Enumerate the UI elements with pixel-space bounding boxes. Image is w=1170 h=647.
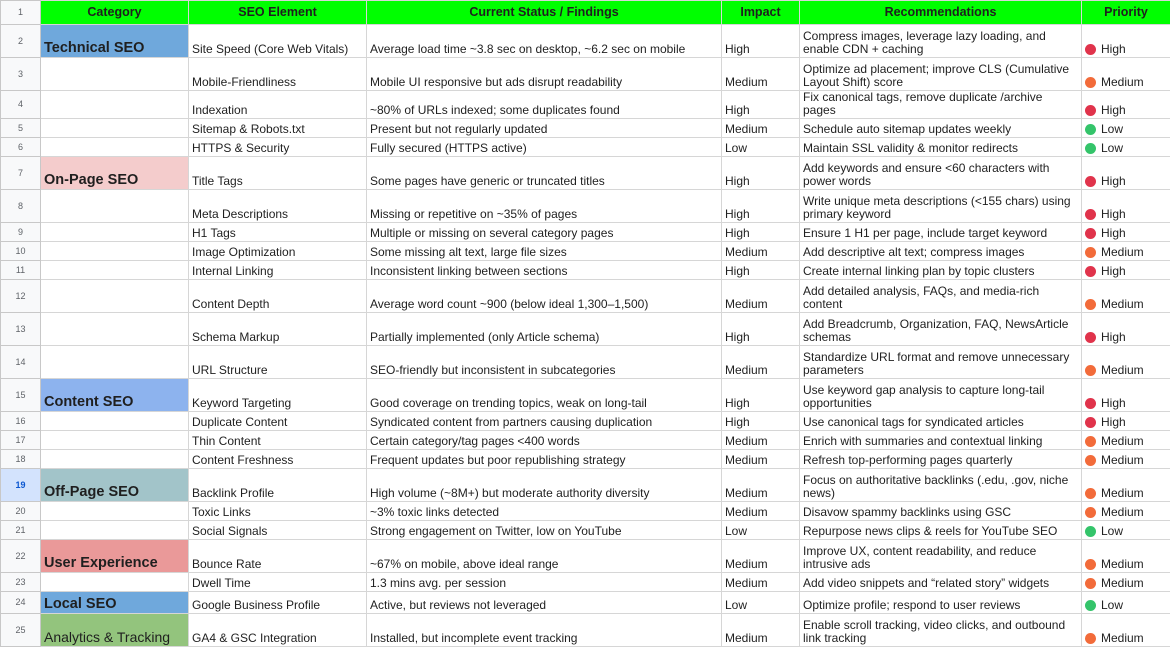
seo-element-cell[interactable]: Bounce Rate	[189, 540, 367, 573]
recommendation-cell[interactable]: Compress images, leverage lazy loading, and enable CDN + caching	[800, 25, 1082, 58]
priority-medium-dot-icon	[1085, 365, 1096, 376]
status-cell[interactable]: ~67% on mobile, above ideal range	[367, 540, 722, 573]
recommendation-cell[interactable]: Add Breadcrumb, Organization, FAQ, NewsArticle schemas	[800, 313, 1082, 346]
priority-medium-dot-icon	[1085, 488, 1096, 499]
impact-cell[interactable]: Medium	[722, 58, 800, 91]
table-row	[1, 450, 1170, 469]
priority-cell[interactable]	[1082, 573, 1170, 592]
recommendation-cell[interactable]: Maintain SSL validity & monitor redirects	[800, 138, 1082, 157]
row-number[interactable]: 9	[1, 223, 41, 242]
row-number[interactable]: 13	[1, 313, 41, 346]
impact-cell[interactable]: Medium	[722, 431, 800, 450]
row-number[interactable]: 22	[1, 540, 41, 573]
priority-label: Medium	[1101, 505, 1144, 519]
table-row	[1, 58, 1170, 91]
impact-cell[interactable]: Medium	[722, 502, 800, 521]
recommendation-cell[interactable]: Schedule auto sitemap updates weekly	[800, 119, 1082, 138]
row-number[interactable]: 5	[1, 119, 41, 138]
priority-high-dot-icon	[1085, 176, 1096, 187]
category-cell[interactable]	[41, 313, 189, 346]
row-number[interactable]: 25	[1, 614, 41, 647]
status-cell[interactable]: Good coverage on trending topics, weak on long-tail	[367, 379, 722, 412]
row-number[interactable]: 4	[1, 91, 41, 119]
impact-cell[interactable]: Low	[722, 521, 800, 540]
category-cell[interactable]	[41, 242, 189, 261]
recommendation-cell[interactable]: Add descriptive alt text; compress images	[800, 242, 1082, 261]
impact-cell[interactable]: High	[722, 379, 800, 412]
priority-low-dot-icon	[1085, 143, 1096, 154]
seo-element-cell[interactable]: Keyword Targeting	[189, 379, 367, 412]
priority-medium-dot-icon	[1085, 436, 1096, 447]
priority-label: Medium	[1101, 434, 1144, 448]
category-cell[interactable]	[41, 261, 189, 280]
seo-element-cell[interactable]: Duplicate Content	[189, 412, 367, 431]
recommendation-cell[interactable]: Add keywords and ensure <60 characters with power words	[800, 157, 1082, 190]
category-cell[interactable]: On-Page SEO	[41, 157, 189, 190]
seo-element-cell[interactable]: Content Depth	[189, 280, 367, 313]
priority-cell[interactable]	[1082, 431, 1170, 450]
header-status[interactable]: Current Status / Findings	[367, 1, 722, 25]
seo-element-cell[interactable]: Image Optimization	[189, 242, 367, 261]
priority-cell[interactable]	[1082, 346, 1170, 379]
header-recommendations[interactable]: Recommendations	[800, 1, 1082, 25]
priority-cell[interactable]	[1082, 521, 1170, 540]
impact-cell[interactable]: High	[722, 190, 800, 223]
impact-cell[interactable]: High	[722, 313, 800, 346]
seo-element-cell[interactable]: HTTPS & Security	[189, 138, 367, 157]
status-cell[interactable]: Inconsistent linking between sections	[367, 261, 722, 280]
row-number[interactable]: 19	[1, 469, 41, 502]
priority-label: Medium	[1101, 486, 1144, 500]
priority-label: Low	[1101, 524, 1123, 538]
status-cell[interactable]: Syndicated content from partners causing duplication	[367, 412, 722, 431]
status-cell[interactable]: Installed, but incomplete event tracking	[367, 614, 722, 647]
impact-cell[interactable]: Medium	[722, 119, 800, 138]
seo-element-cell[interactable]: H1 Tags	[189, 223, 367, 242]
priority-medium-dot-icon	[1085, 299, 1096, 310]
seo-element-cell[interactable]: Google Business Profile	[189, 592, 367, 614]
recommendation-cell[interactable]: Standardize URL format and remove unnecessary parameters	[800, 346, 1082, 379]
table-row	[1, 521, 1170, 540]
table-row	[1, 190, 1170, 223]
status-cell[interactable]: Missing or repetitive on ~35% of pages	[367, 190, 722, 223]
impact-cell[interactable]: Medium	[722, 540, 800, 573]
priority-cell[interactable]	[1082, 25, 1170, 58]
impact-cell[interactable]: Medium	[722, 280, 800, 313]
impact-cell[interactable]: High	[722, 91, 800, 119]
priority-label: Low	[1101, 141, 1123, 155]
status-cell[interactable]: Some missing alt text, large file sizes	[367, 242, 722, 261]
category-cell[interactable]: Content SEO	[41, 379, 189, 412]
priority-high-dot-icon	[1085, 105, 1096, 116]
table-row	[1, 157, 1170, 190]
recommendation-cell[interactable]: Write unique meta descriptions (<155 chars) using primary keyword	[800, 190, 1082, 223]
priority-cell[interactable]	[1082, 58, 1170, 91]
table-row	[1, 379, 1170, 412]
category-cell[interactable]	[41, 573, 189, 592]
row-number[interactable]: 17	[1, 431, 41, 450]
seo-element-cell[interactable]: URL Structure	[189, 346, 367, 379]
priority-label: High	[1101, 207, 1126, 221]
category-cell[interactable]	[41, 223, 189, 242]
seo-element-cell[interactable]: Title Tags	[189, 157, 367, 190]
priority-label: Medium	[1101, 576, 1144, 590]
header-category[interactable]: Category	[41, 1, 189, 25]
priority-label: Medium	[1101, 363, 1144, 377]
priority-cell[interactable]	[1082, 469, 1170, 502]
row-number[interactable]: 1	[1, 1, 41, 25]
impact-cell[interactable]: High	[722, 261, 800, 280]
category-cell[interactable]	[41, 280, 189, 313]
header-seo-element[interactable]: SEO Element	[189, 1, 367, 25]
priority-low-dot-icon	[1085, 600, 1096, 611]
priority-label: Low	[1101, 598, 1123, 612]
table-row	[1, 223, 1170, 242]
row-number[interactable]: 21	[1, 521, 41, 540]
recommendation-cell[interactable]: Fix canonical tags, remove duplicate /archive pages	[800, 91, 1082, 119]
priority-label: High	[1101, 174, 1126, 188]
recommendation-cell[interactable]: Optimize ad placement; improve CLS (Cumulative Layout Shift) score	[800, 58, 1082, 91]
priority-medium-dot-icon	[1085, 559, 1096, 570]
seo-element-cell[interactable]: Social Signals	[189, 521, 367, 540]
seo-element-cell[interactable]: Indexation	[189, 91, 367, 119]
row-number[interactable]: 15	[1, 379, 41, 412]
priority-cell[interactable]	[1082, 138, 1170, 157]
priority-cell[interactable]	[1082, 190, 1170, 223]
status-cell[interactable]: ~80% of URLs indexed; some duplicates found	[367, 91, 722, 119]
recommendation-cell[interactable]: Enable scroll tracking, video clicks, and outbound link tracking	[800, 614, 1082, 647]
seo-element-cell[interactable]: Dwell Time	[189, 573, 367, 592]
priority-label: High	[1101, 226, 1126, 240]
table-row	[1, 346, 1170, 379]
category-cell[interactable]: Off-Page SEO	[41, 469, 189, 502]
category-cell[interactable]: Analytics & Tracking	[41, 614, 189, 647]
priority-cell[interactable]	[1082, 157, 1170, 190]
table-row	[1, 614, 1170, 647]
priority-medium-dot-icon	[1085, 77, 1096, 88]
priority-label: Medium	[1101, 631, 1144, 645]
table-row	[1, 540, 1170, 573]
priority-label: High	[1101, 330, 1126, 344]
status-cell[interactable]: 1.3 mins avg. per session	[367, 573, 722, 592]
seo-element-cell[interactable]: Schema Markup	[189, 313, 367, 346]
row-number[interactable]: 20	[1, 502, 41, 521]
category-cell[interactable]	[41, 450, 189, 469]
priority-high-dot-icon	[1085, 44, 1096, 55]
status-cell[interactable]: Present but not regularly updated	[367, 119, 722, 138]
row-number[interactable]: 7	[1, 157, 41, 190]
priority-high-dot-icon	[1085, 417, 1096, 428]
status-cell[interactable]: Certain category/tag pages <400 words	[367, 431, 722, 450]
row-number[interactable]: 12	[1, 280, 41, 313]
status-cell[interactable]: Partially implemented (only Article schema)	[367, 313, 722, 346]
table-row	[1, 25, 1170, 58]
table-row	[1, 261, 1170, 280]
recommendation-cell[interactable]: Improve UX, content readability, and reduce intrusive ads	[800, 540, 1082, 573]
priority-medium-dot-icon	[1085, 633, 1096, 644]
row-number[interactable]: 14	[1, 346, 41, 379]
recommendation-cell[interactable]: Ensure 1 H1 per page, include target keyword	[800, 223, 1082, 242]
priority-high-dot-icon	[1085, 332, 1096, 343]
table-row	[1, 502, 1170, 521]
status-cell[interactable]: Strong engagement on Twitter, low on YouTube	[367, 521, 722, 540]
recommendation-cell[interactable]: Use keyword gap analysis to capture long-tail opportunities	[800, 379, 1082, 412]
recommendation-cell[interactable]: Add video snippets and “related story” widgets	[800, 573, 1082, 592]
row-number[interactable]: 10	[1, 242, 41, 261]
seo-element-cell[interactable]: Site Speed (Core Web Vitals)	[189, 25, 367, 58]
impact-cell[interactable]: Low	[722, 592, 800, 614]
seo-element-cell[interactable]: Mobile-Friendliness	[189, 58, 367, 91]
priority-cell[interactable]	[1082, 280, 1170, 313]
priority-label: High	[1101, 396, 1126, 410]
header-priority[interactable]: Priority	[1082, 1, 1170, 25]
priority-cell[interactable]	[1082, 261, 1170, 280]
status-cell[interactable]: Average load time ~3.8 sec on desktop, ~6.2 sec on mobile	[367, 25, 722, 58]
status-cell[interactable]: High volume (~8M+) but moderate authority diversity	[367, 469, 722, 502]
impact-cell[interactable]: High	[722, 157, 800, 190]
impact-cell[interactable]: High	[722, 223, 800, 242]
table-row	[1, 412, 1170, 431]
priority-cell[interactable]	[1082, 379, 1170, 412]
priority-low-dot-icon	[1085, 124, 1096, 135]
category-cell[interactable]	[41, 58, 189, 91]
row-number[interactable]: 2	[1, 25, 41, 58]
priority-cell[interactable]	[1082, 614, 1170, 647]
table-row	[1, 469, 1170, 502]
priority-cell[interactable]	[1082, 223, 1170, 242]
category-cell[interactable]: Local SEO	[41, 592, 189, 614]
priority-label: High	[1101, 103, 1126, 117]
seo-element-cell[interactable]: GA4 & GSC Integration	[189, 614, 367, 647]
category-cell[interactable]	[41, 119, 189, 138]
row-number[interactable]: 24	[1, 592, 41, 614]
table-row	[1, 138, 1170, 157]
impact-cell[interactable]: Medium	[722, 242, 800, 261]
table-row	[1, 313, 1170, 346]
category-cell[interactable]	[41, 138, 189, 157]
priority-label: Medium	[1101, 297, 1144, 311]
seo-element-cell[interactable]: Content Freshness	[189, 450, 367, 469]
table-row	[1, 242, 1170, 261]
impact-cell[interactable]: High	[722, 25, 800, 58]
recommendation-cell[interactable]: Focus on authoritative backlinks (.edu, .gov, niche news)	[800, 469, 1082, 502]
priority-cell[interactable]	[1082, 450, 1170, 469]
impact-cell[interactable]: Medium	[722, 469, 800, 502]
row-number[interactable]: 8	[1, 190, 41, 223]
priority-label: Medium	[1101, 453, 1144, 467]
seo-element-cell[interactable]: Meta Descriptions	[189, 190, 367, 223]
priority-cell[interactable]	[1082, 412, 1170, 431]
impact-cell[interactable]: High	[722, 412, 800, 431]
status-cell[interactable]: Mobile UI responsive but ads disrupt readability	[367, 58, 722, 91]
priority-cell[interactable]	[1082, 592, 1170, 614]
priority-medium-dot-icon	[1085, 247, 1096, 258]
status-cell[interactable]: SEO-friendly but inconsistent in subcategories	[367, 346, 722, 379]
impact-cell[interactable]: Medium	[722, 346, 800, 379]
row-number[interactable]: 6	[1, 138, 41, 157]
status-cell[interactable]: Some pages have generic or truncated titles	[367, 157, 722, 190]
priority-cell[interactable]	[1082, 119, 1170, 138]
status-cell[interactable]: Multiple or missing on several category pages	[367, 223, 722, 242]
priority-high-dot-icon	[1085, 266, 1096, 277]
priority-cell[interactable]	[1082, 313, 1170, 346]
row-number[interactable]: 11	[1, 261, 41, 280]
category-cell[interactable]	[41, 431, 189, 450]
category-cell[interactable]	[41, 412, 189, 431]
priority-high-dot-icon	[1085, 228, 1096, 239]
row-number[interactable]: 18	[1, 450, 41, 469]
impact-cell[interactable]: Low	[722, 138, 800, 157]
priority-cell[interactable]	[1082, 502, 1170, 521]
category-cell[interactable]: Technical SEO	[41, 25, 189, 58]
recommendation-cell[interactable]: Create internal linking plan by topic clusters	[800, 261, 1082, 280]
priority-label: Medium	[1101, 75, 1144, 89]
status-cell[interactable]: ~3% toxic links detected	[367, 502, 722, 521]
seo-element-cell[interactable]: Toxic Links	[189, 502, 367, 521]
priority-medium-dot-icon	[1085, 578, 1096, 589]
header-impact[interactable]: Impact	[722, 1, 800, 25]
table-row	[1, 280, 1170, 313]
priority-high-dot-icon	[1085, 398, 1096, 409]
recommendation-cell[interactable]: Optimize profile; respond to user reviews	[800, 592, 1082, 614]
category-cell[interactable]	[41, 190, 189, 223]
recommendation-cell[interactable]: Refresh top-performing pages quarterly	[800, 450, 1082, 469]
recommendation-cell[interactable]: Repurpose news clips & reels for YouTube SEO	[800, 521, 1082, 540]
recommendation-cell[interactable]: Disavow spammy backlinks using GSC	[800, 502, 1082, 521]
priority-medium-dot-icon	[1085, 507, 1096, 518]
seo-element-cell[interactable]: Sitemap & Robots.txt	[189, 119, 367, 138]
table-row	[1, 91, 1170, 119]
table-row	[1, 592, 1170, 614]
priority-label: High	[1101, 264, 1126, 278]
status-cell[interactable]: Active, but reviews not leveraged	[367, 592, 722, 614]
priority-low-dot-icon	[1085, 526, 1096, 537]
impact-cell[interactable]: Medium	[722, 614, 800, 647]
category-cell[interactable]	[41, 521, 189, 540]
table-row	[1, 431, 1170, 450]
priority-cell[interactable]	[1082, 242, 1170, 261]
priority-label: Low	[1101, 122, 1123, 136]
recommendation-cell[interactable]: Add detailed analysis, FAQs, and media-rich content	[800, 280, 1082, 313]
row-number[interactable]: 23	[1, 573, 41, 592]
status-cell[interactable]: Average word count ~900 (below ideal 1,300–1,500)	[367, 280, 722, 313]
status-cell[interactable]: Fully secured (HTTPS active)	[367, 138, 722, 157]
seo-element-cell[interactable]: Thin Content	[189, 431, 367, 450]
priority-label: Medium	[1101, 245, 1144, 259]
priority-label: High	[1101, 42, 1126, 56]
priority-medium-dot-icon	[1085, 455, 1096, 466]
priority-label: High	[1101, 415, 1126, 429]
row-number[interactable]: 16	[1, 412, 41, 431]
priority-cell[interactable]	[1082, 540, 1170, 573]
priority-label: Medium	[1101, 557, 1144, 571]
category-cell[interactable]	[41, 91, 189, 119]
seo-element-cell[interactable]: Backlink Profile	[189, 469, 367, 502]
impact-cell[interactable]: Medium	[722, 573, 800, 592]
priority-high-dot-icon	[1085, 209, 1096, 220]
impact-cell[interactable]: Medium	[722, 450, 800, 469]
category-cell[interactable]	[41, 502, 189, 521]
row-number[interactable]: 3	[1, 58, 41, 91]
category-cell[interactable]	[41, 346, 189, 379]
table-row	[1, 573, 1170, 592]
recommendation-cell[interactable]: Use canonical tags for syndicated articles	[800, 412, 1082, 431]
category-cell[interactable]: User Experience	[41, 540, 189, 573]
status-cell[interactable]: Frequent updates but poor republishing strategy	[367, 450, 722, 469]
header-row	[1, 1, 1170, 25]
table-row	[1, 119, 1170, 138]
recommendation-cell[interactable]: Enrich with summaries and contextual linking	[800, 431, 1082, 450]
seo-element-cell[interactable]: Internal Linking	[189, 261, 367, 280]
priority-cell[interactable]	[1082, 91, 1170, 119]
